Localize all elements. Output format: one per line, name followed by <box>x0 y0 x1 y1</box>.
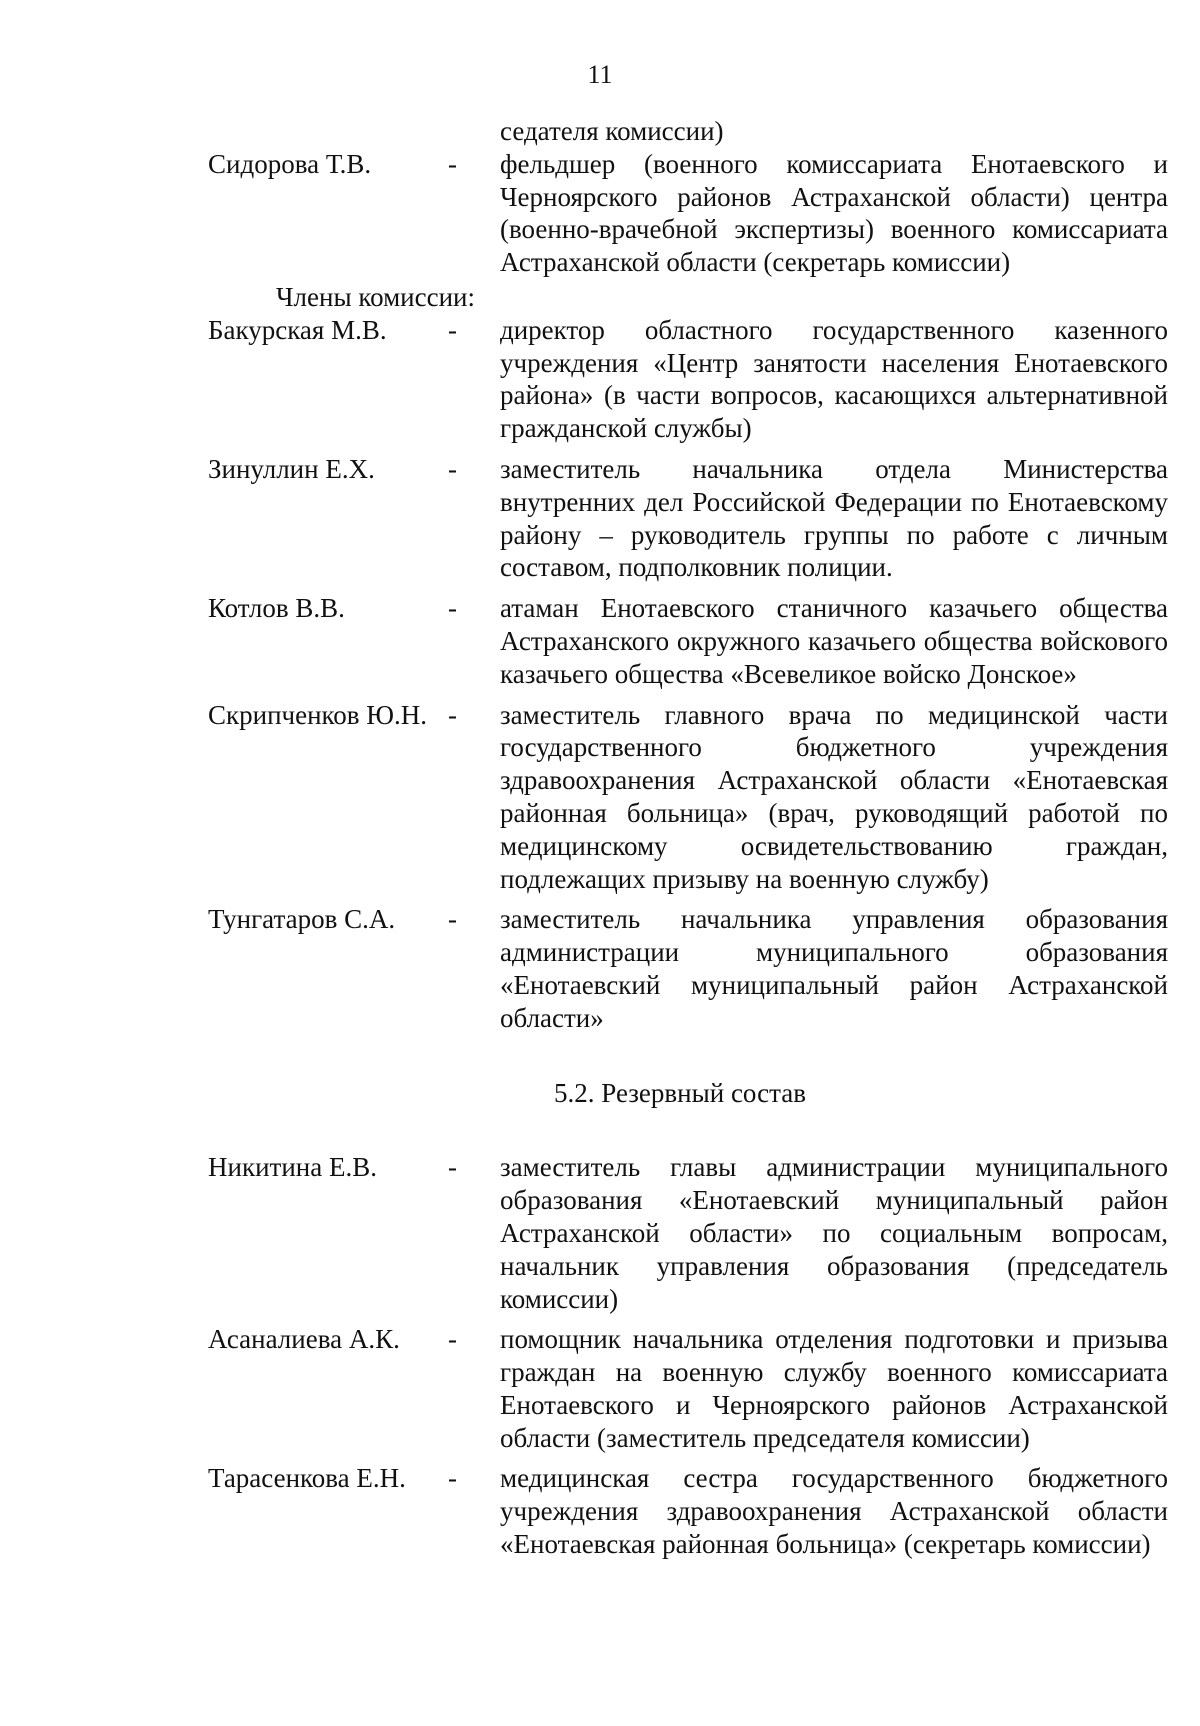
reserve-entry-tarasenkova <box>208 1462 1168 1560</box>
reserve-section-title: 5.2. Резервный состав <box>554 1077 806 1108</box>
entry-description: заместитель начальника отдела Министерства внутренних дел Российской Федерации по Енотаевскому району – руководитель группы по работе с личным составом, подполковник полиции. <box>500 453 1168 583</box>
entry-dash: - <box>448 593 457 624</box>
entry-name: Зинуллин Е.Х. <box>208 453 375 484</box>
entry-dash: - <box>448 699 457 730</box>
entry-name: Никитина Е.В. <box>208 1152 377 1183</box>
entry-name: Бакурская М.В. <box>208 314 387 345</box>
entry-name: Тарасенкова Е.Н. <box>208 1463 406 1494</box>
reserve-entry-asanalieva <box>208 1323 1168 1454</box>
entry-name: Тунгатаров С.А. <box>208 904 396 935</box>
entry-description: атаман Енотаевского станичного казачьего общества Астраханского окружного казачьего общества войскового казачьего общества «Всевеликое войско Донское» <box>500 593 1168 689</box>
entry-description: заместитель главного врача по медицинской части государственного бюджетного учреждения здравоохранения Астраханской области «Енотаевская районная больница» (врач, руководящий работой по медицинскому освидетельствованию граждан, подлежащих призыву на военную службу) <box>500 699 1168 894</box>
document-body <box>208 115 1168 1561</box>
member-entry-kotlov <box>208 592 1168 690</box>
entry-dash: - <box>448 1152 457 1183</box>
entry-name: Асаналиева А.К. <box>208 1324 400 1355</box>
member-entry-bakurskaya <box>208 314 1168 445</box>
entry-dash: - <box>448 148 457 179</box>
entry-dash: - <box>448 904 457 935</box>
page-number: 11 <box>587 60 613 89</box>
continuation-text: седателя комиссии) <box>500 116 724 146</box>
entry-name: Скрипченков Ю.Н. <box>208 699 428 730</box>
entry-description: заместитель главы администрации муниципального образования «Енотаевский муниципальный район Астраханской области» по социальным вопросам, начальник управления образования (председатель комиссии) <box>500 1152 1168 1314</box>
entry-description: фельдшер (военного комиссариата Енотаевского и Черноярского районов Астраханской области) центра (военно-врачебной экспертизы) военного комиссариата Астраханской области (секретарь комиссии) <box>500 148 1168 278</box>
entry-description: помощник начальника отделения подготовки и призыва граждан на военную службу военного комиссариата Енотаевского и Черноярского районов Астраханской области (заместитель председателя комиссии) <box>500 1324 1168 1453</box>
member-entry-tungatarov <box>208 903 1168 1034</box>
entry-description: директор областного государственного казенного учреждения «Центр занятости населения Енотаевского района» (в части вопросов, касающихся альтернативной гражданской службы) <box>500 314 1168 444</box>
members-heading: Члены комиссии: <box>276 281 475 312</box>
commission-entry-sidorova <box>208 148 1168 279</box>
entry-dash: - <box>448 1463 457 1494</box>
entry-name: Сидорова Т.В. <box>208 148 372 179</box>
entry-name: Котлов В.В. <box>208 593 345 624</box>
entry-dash: - <box>448 314 457 345</box>
member-entry-skripchenkov <box>208 699 1168 896</box>
reserve-entry-nikitina <box>208 1151 1168 1315</box>
entry-description: медицинская сестра государственного бюджетного учреждения здравоохранения Астраханской области «Енотаевская районная больница» (секретарь комиссии) <box>500 1463 1168 1560</box>
entry-description: заместитель начальника управления образования администрации муниципального образования «Енотаевский муниципальный район Астраханской области» <box>500 904 1168 1033</box>
entry-dash: - <box>448 1324 457 1355</box>
member-entry-zinullin <box>208 453 1168 584</box>
entry-dash: - <box>448 453 457 484</box>
